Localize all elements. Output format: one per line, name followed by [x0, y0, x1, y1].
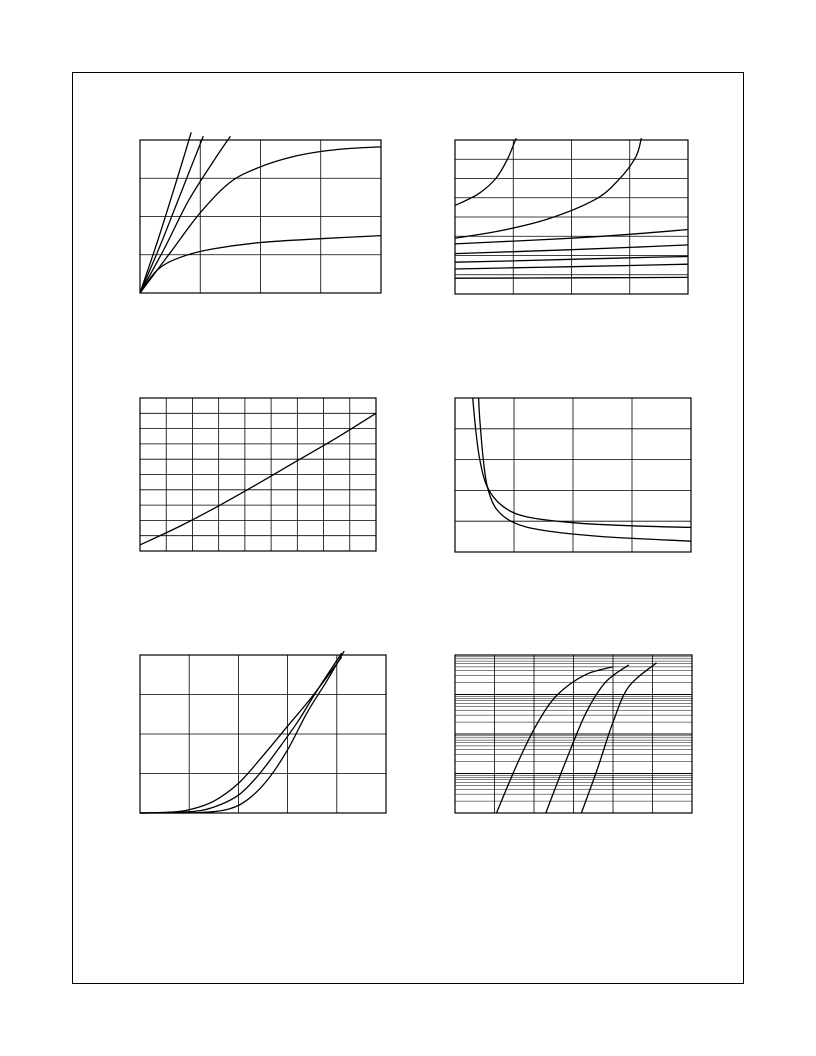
series-line-1 [473, 398, 691, 527]
series-line-2 [140, 136, 203, 293]
series-line-1 [140, 657, 342, 813]
series-line-7 [455, 277, 688, 278]
grid [455, 655, 692, 813]
series-line-2 [140, 653, 342, 813]
series-line-1 [455, 138, 516, 205]
grid [455, 398, 691, 552]
series-line-1 [140, 413, 376, 545]
series-line-2 [455, 138, 641, 238]
grid [140, 655, 386, 813]
grid [455, 140, 688, 294]
chart-3 [140, 398, 376, 551]
series-line-1 [140, 132, 191, 293]
chart-5 [140, 655, 386, 813]
chart-2 [455, 140, 688, 294]
series-line-3 [140, 651, 344, 813]
series-line-2 [546, 665, 629, 813]
grid [140, 140, 381, 293]
chart-4 [455, 398, 691, 552]
chart-1 [140, 140, 381, 293]
series-line-2 [479, 398, 691, 541]
series-line-3 [140, 136, 230, 293]
chart-6 [455, 655, 692, 813]
